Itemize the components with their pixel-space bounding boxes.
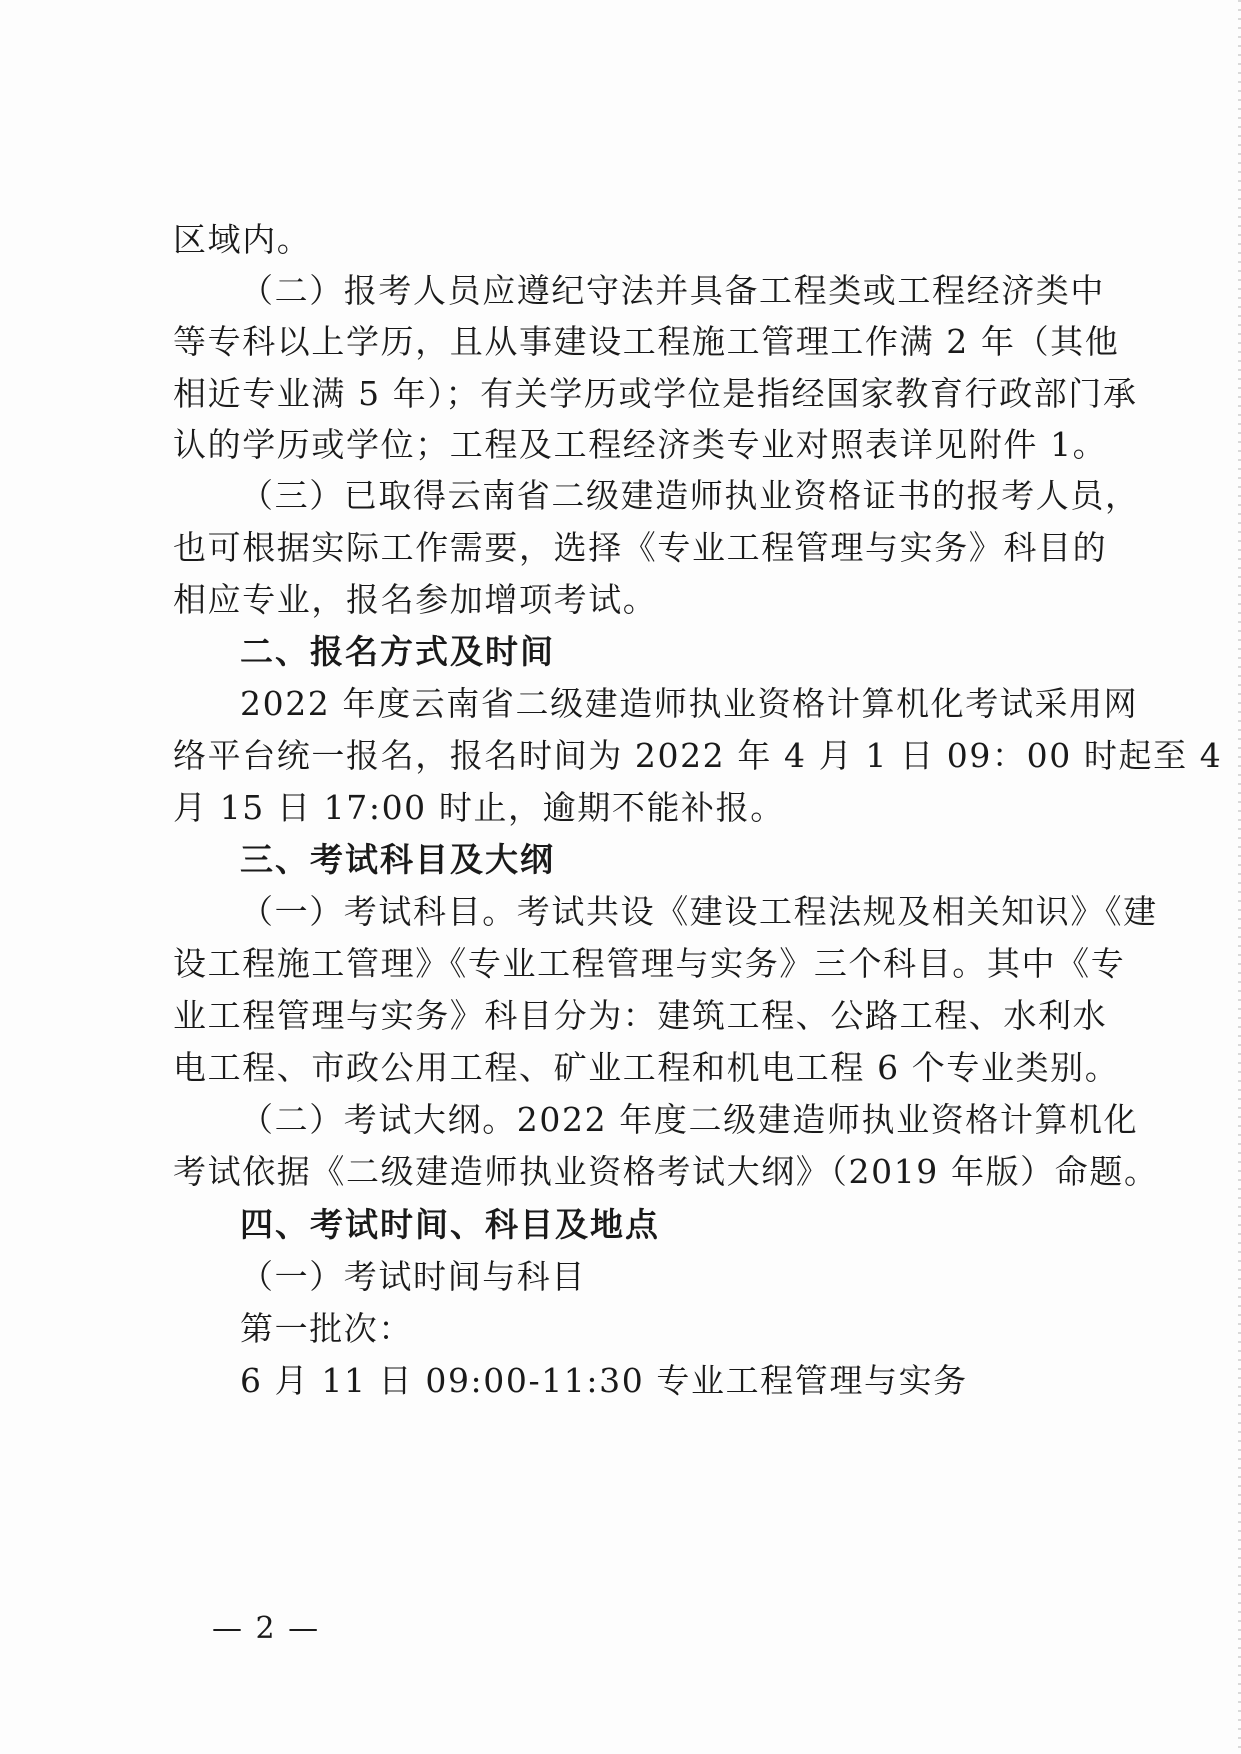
text-line: 相近专业满 5 年）；有关学历或学位是指经国家教育行政部门承: [173, 374, 1138, 413]
text-line: 络平台统一报名，报名时间为 2022 年 4 月 1 日 09：00 时起至 4: [173, 736, 1223, 775]
text-line: 相应专业，报名参加增项考试。: [173, 580, 658, 619]
text-line: 6 月 11 日 09:00-11:30 专业工程管理与实务: [240, 1361, 968, 1400]
text-line: 区域内。: [173, 220, 312, 259]
text-line: 考试依据《二级建造师执业资格考试大纲》（2019 年版）命题。: [173, 1152, 1159, 1191]
text-line: （一）考试科目。考试共设《建设工程法规及相关知识》《建: [240, 892, 1158, 931]
text-line: 也可根据实际工作需要，选择《专业工程管理与实务》科目的: [173, 528, 1108, 567]
section-heading: 二、报名方式及时间: [240, 632, 555, 671]
text-line: 业工程管理与实务》科目分为：建筑工程、公路工程、水利水: [173, 996, 1108, 1035]
section-heading: 三、考试科目及大纲: [240, 840, 555, 879]
text-line: 电工程、市政公用工程、矿业工程和机电工程 6 个专业类别。: [173, 1048, 1120, 1087]
text-line: 认的学历或学位；工程及工程经济类专业对照表详见附件 1。: [173, 425, 1108, 464]
text-line: 2022 年度云南省二级建造师执业资格计算机化考试采用网: [240, 684, 1139, 723]
text-line: 等专科以上学历，且从事建设工程施工管理工作满 2 年（其他: [173, 322, 1120, 361]
text-line: 第一批次：: [240, 1309, 413, 1348]
text-line: 设工程施工管理》《专业工程管理与实务》三个科目。其中《专: [173, 944, 1126, 983]
text-line: （二）报考人员应遵纪守法并具备工程类或工程经济类中: [240, 271, 1105, 310]
section-heading: 四、考试时间、科目及地点: [240, 1205, 660, 1244]
text-line: （三）已取得云南省二级建造师执业资格证书的报考人员，: [240, 476, 1140, 515]
text-line: （一）考试时间与科目: [240, 1257, 586, 1296]
page-number: — 2 —: [212, 1611, 321, 1646]
text-line: 月 15 日 17:00 时止，逾期不能补报。: [173, 788, 785, 827]
text-line: （二）考试大纲。2022 年度二级建造师执业资格计算机化: [240, 1100, 1139, 1139]
